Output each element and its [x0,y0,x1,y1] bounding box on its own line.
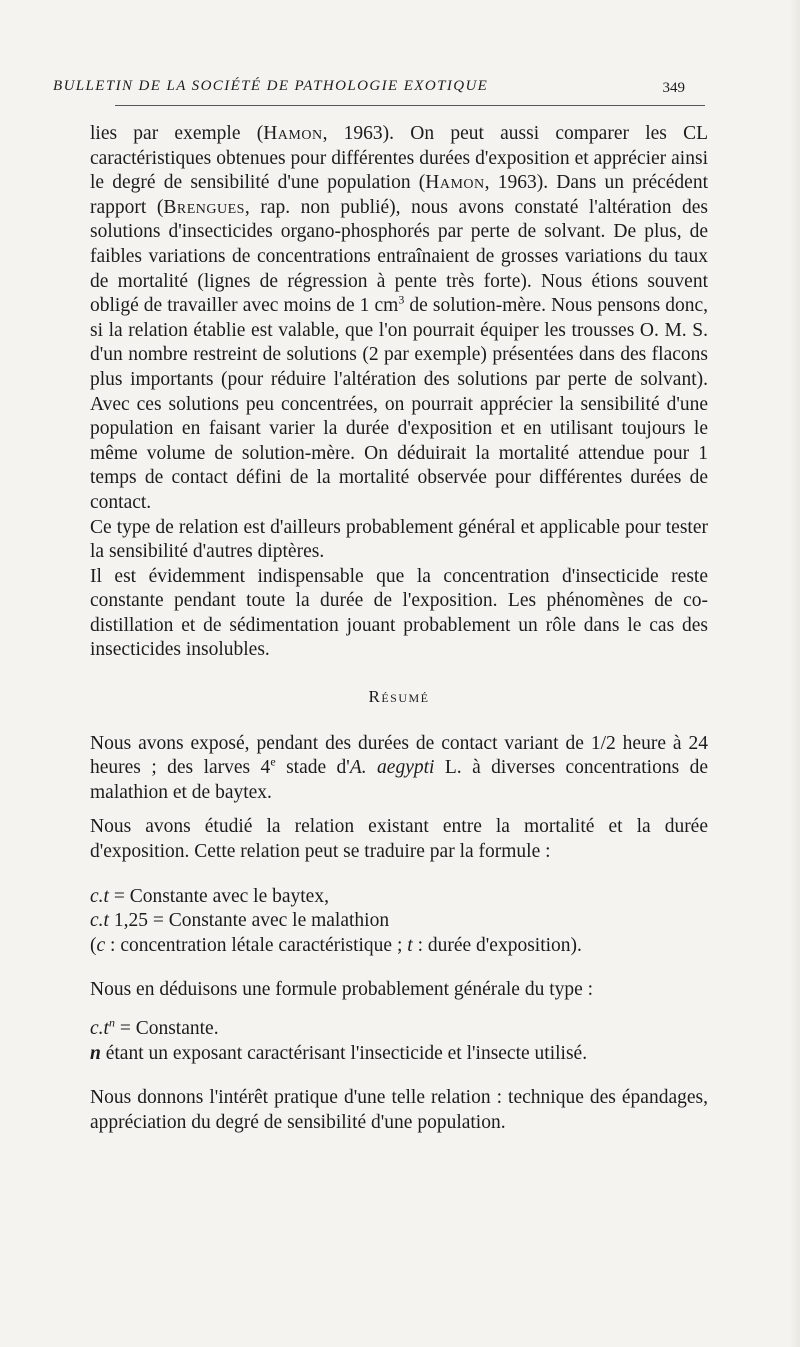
paragraph-3: Il est évidemment indispensable que la concentration d'insecticide reste constante pendant toute la durée de l'exposition. Les phénomènes de co-distillation et de sédimentation jouant probablement un rôle dans le cas des insecticides insolubles. [90,565,708,661]
page-number: 349 [662,80,685,96]
text: = Constante. [114,1018,219,1039]
resume-paragraph-1 [90,732,708,806]
formula-variable: c.t [90,885,109,907]
text: , 1963). On peut aussi comparer les CL caractéristiques obtenues pour différentes durées d'exposition et apprécier ainsi le degré de sensibilité d'une population ( [90,123,708,194]
text: : durée d'exposition). [412,934,582,956]
journal-title: BULLETIN DE LA SOCIÉTÉ DE PATHOLOGIE EXOTIQUE [53,78,489,94]
text: de solution-mère. Nous pensons donc, si la relation établie est valable, que l'on pourrait équiper les trousses O. M. S. d'un nombre restreint de solutions (2 par exemple) présentées dans des flacons plus importants (pour réduire l'altération des solutions par perte de solvant). Avec ces solutions peu concentrées, on pourrait apprécier la sensibilité d'une population en faisant varier la durée d'exposition et en utilisant toujours le même volume de solution-mère. On déduirait la mortalité attendue pour 1 temps de contact défini de la mortalité observée pour différentes durées de contact. [90,295,709,513]
exponent-definition [90,1042,708,1067]
text: ( [90,934,97,956]
species-name: A. aegypti [349,757,435,779]
formula-variable: t [407,934,413,956]
header-rule [115,105,705,106]
author-citation: Hamon [425,172,485,194]
resume-paragraph-3: Nous en déduisons une formule probablement générale du type : [90,979,594,1001]
text: = Constante avec le baytex, [108,885,329,907]
formula-variable: c [96,934,106,956]
resume-paragraph-4: Nous donnons l'intérêt pratique d'une telle relation : technique des épandages, appréciation du degré de sensibilité d'une population. [90,1087,708,1133]
formula-variable: c.t [90,1018,109,1039]
text: étant un exposant caractérisant l'insecticide et l'insecte utilisé. [100,1042,588,1064]
paragraph-1 [90,122,708,516]
text: lies par exemple ( [90,123,264,144]
text: : concentration létale caractéristique ; [105,934,408,956]
text: 1,25 = Constante avec le malathion [108,910,390,932]
formula-variable: n [90,1042,101,1064]
text: L. à diverses concentrations de malathion et de baytex. [90,757,708,803]
article-body [90,122,708,1135]
superscript: e [270,754,276,769]
author-citation: Brengues [163,196,245,218]
formula-variable: c.t [90,910,109,932]
formula-malathion [90,909,708,934]
formula-baytex [90,885,708,910]
formula-legend [90,934,708,959]
resume-paragraph-2: Nous avons étudié la relation existant entre la mortalité et la durée d'exposition. Cette relation peut se traduire par la formule : [90,816,708,863]
paragraph-2: Ce type de relation est d'ailleurs probablement général et applicable pour tester la sensibilité d'autres diptères. [90,516,708,563]
text: Nous avons exposé, pendant des durées de contact variant de 1/2 heure à 24 heures ; des larves 4 [90,732,708,779]
author-citation: Hamon [263,123,323,144]
scan-edge [790,0,800,1347]
text: , rap. non publié), nous avons constaté l'altération des solutions d'insecticides organo-phosphorés par perte de solvant. De plus, de faibles variations de concentrations entraînaient de grosses variations du taux de mortalité (lignes de régression à pente très forte). Nous étions souvent obligé de travailler avec moins de 1 cm [90,196,708,317]
text: , 1963). Dans un précédent rapport ( [90,172,708,218]
formula-general [90,1017,708,1042]
section-heading-resume: Résumé [368,687,430,707]
text: stade d' [275,757,350,779]
superscript: 3 [398,292,405,307]
formula-exponent: n [108,1015,115,1030]
